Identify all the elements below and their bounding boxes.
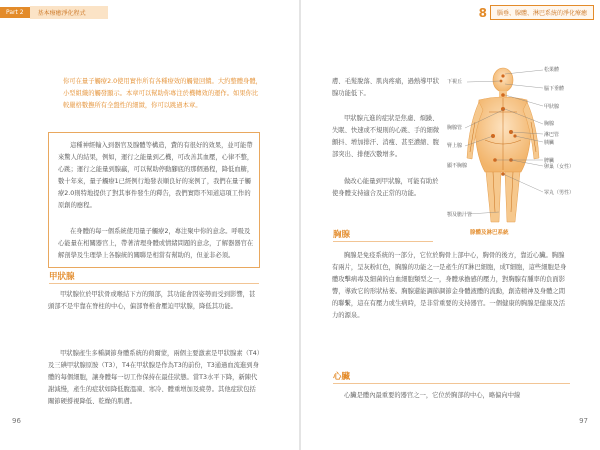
part-header [0,6,108,19]
figure-label: 腦下垂體 [544,86,565,92]
figure-caption: 腺體及淋巴系統 [470,230,509,236]
figure-label: 顯不胸腺 [447,163,468,169]
section-rule [333,241,433,242]
section-rule [333,383,570,384]
figure-label: 腎上腺 [447,143,463,149]
hyperthyroid-paragraph: 甲狀腺亢進的症狀是焦慮、煩躁、失眠、快速或不規則的心跳、手的細微顫抖、增加排汗、消瘦、甚至濃縮、腹部突出、排便次數增多。 [332,115,440,158]
figure-label: 下視丘 [447,79,463,85]
figure-label: 睪丸（男性） [544,190,575,196]
thyroid-advice-paragraph: 做改心能量到甲狀腺，可能有助於使身體支持適合及正常的功能。 [332,178,439,197]
figure-label: 松果體 [544,67,560,73]
part-label: Part 2 [0,7,30,18]
figure-label: 胸腺管 [447,125,463,131]
figure-label: 胸腺 [544,121,555,127]
section-heading-heart: 心臟 [333,372,351,382]
figure-label: 甲狀腺 [544,104,560,110]
part-title: 基本療癒淨化程式 [30,6,108,19]
thyroid-continued: 膚、毛髮脫落、肌肉疼痛，過熱導甲狀腺功能低下。 [332,78,440,97]
section-rule [49,283,259,284]
right-page [300,0,600,450]
box-paragraph-1: 這種神經輸入到器官及腺體等構造，費的有很好的效果，並可能帶來驚人的結果，例如，運行之能量到乙機，可改善其血壓，心律不整，心跳；運行之能量到腺贏，可以幫助停動腳底的那個過程，降低血糖，數十年來，量子觸療1已經例行地發表順良好的案例了，我們在量子觸療2.0則特地提供了對其事件發生的釋告，我們實際不知道這項工作的原創的應程。 [58,142,254,209]
page-number-right: 97 [579,417,588,425]
figure-label: 卵巢（女性） [544,164,575,170]
section-heading-thymus: 胸腺 [333,230,351,240]
figure-label: 顎及膽汁管 [447,212,473,218]
box-paragraph-2: 在身體的每一個系統使用量子觸療2，專注聚中你的意念。呼吸及心能量在相關器官上，帶著清理身體或情緒問題的意念，了解器器官在解剖學及生理學上各腺統的關聯是相當有幫助的，但並非必須。 [58,228,254,259]
figure-label: 胰臟 [544,140,555,146]
figure-label: 淋巴管 [544,132,560,138]
glands-figure [445,62,575,238]
thyroid-paragraph-1: 甲狀腺位於甲狀骨或喉結下方的頸部，其功能會因姿勢而受到影響，甚頭部不是牢靠在脊柱的中心，偏部脊椎會壓迫甲狀腺，降低其功能。 [48,291,256,310]
page-number-left: 96 [12,417,21,425]
chapter-header [479,5,594,20]
thyroid-paragraph-2: 甲狀腺產生多種調節身體系統的荷爾蒙，兩個主要激素是甲狀腺素（T4）及三碘甲狀腺原胺（T3），T4在甲狀腺是作為T3的前份，T3通過血流進到身體的每個細胞，讓身體每一切工作保持在最佳狀態。當T3水平下降，新陳代謝減慢，產生的症狀如降低腹溫凍、寒冷、體重增加及疲勞。其他症狀包括關節硬撐視降低、乾燥的肌膚。 [48,350,260,405]
heart-paragraph: 心臟是體內最重要的器官之一，它位於胸部的中心，略偏向中線 [344,392,521,399]
chapter-title: 腦垂、腺體、淋巴系統的淨化療癒 [490,5,594,20]
section-heading-thyroid: 甲狀腺 [49,272,75,282]
figure-label: 脾臟 [544,158,555,164]
chapter-number: 8 [478,5,487,20]
thymus-paragraph: 胸腺是免疫系統的一部分，它位於胸骨上部中心，胸骨的後方，靠近心臟。胸腺有兩片，呈灰粉紅色，胸腺的功能之一是產生的T淋巴細胞，成T細胞，這些細胞是身體攻擊病毒及細菌的白血細胞類型之一，身體承擔感的壓力，對胸腺有腫率的負面影響，導致它的形狀枯萎。胸腺還能調節調節金身體液體的流動，創造精神及身體之間的聯繫，這在有壓力或生病時，是非常重要的支持器官。一個健康的胸腺是健康及活力的源泉。 [332,252,567,319]
intro-paragraph: 你可在量子觸療2.0使用實作所有各種療效的觸覺回饋。大約整體身體，小型組織的觸發顯示。本章可以幫助你專注於機轉效的運作。如果你比較嚴格數撫所有全盤性的細緻，你可以跳過本章。 [63,78,262,109]
